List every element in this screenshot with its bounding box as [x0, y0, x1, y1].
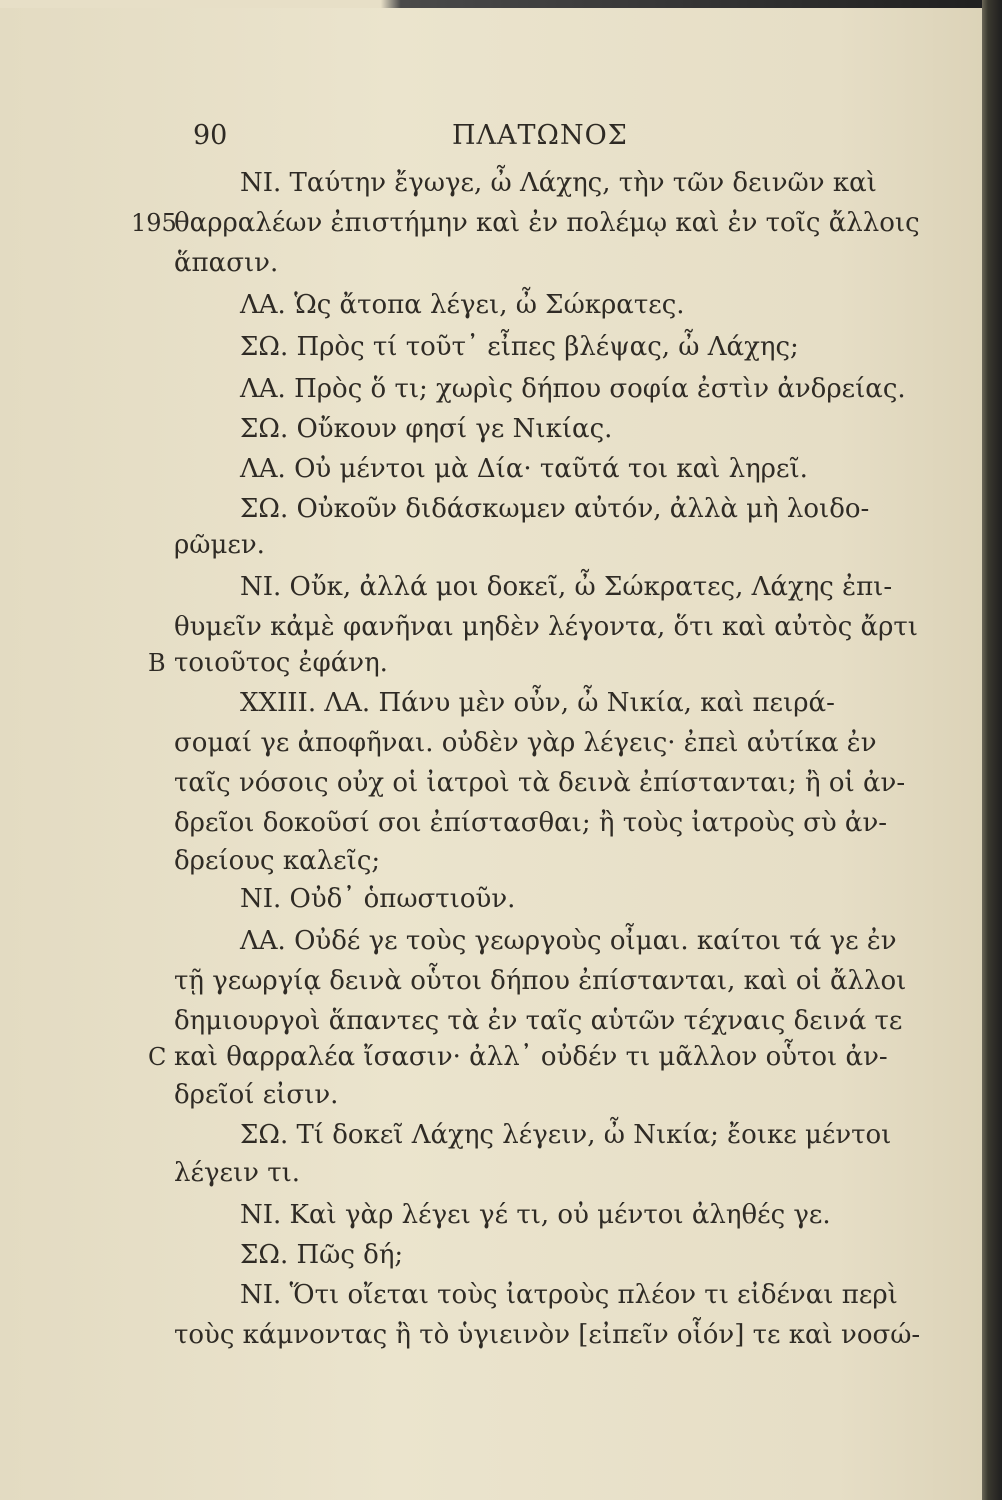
page-top-edge: [0, 0, 1002, 8]
text-line: XXIII. ΛΑ. Πάνυ μὲν οὖν, ὦ Νικία, καὶ πειρά-: [240, 688, 835, 718]
text-line: τοιοῦτος ἐφάνη.: [174, 648, 388, 678]
text-line: ΛΑ. Πρὸς ὅ τι; χωρὶς δήπου σοφία ἐστὶν ἀνδρείας.: [240, 374, 906, 404]
margin-ref-c: C: [148, 1043, 167, 1071]
text-line: ΣΩ. Πῶς δή;: [240, 1240, 404, 1270]
text-line: ΣΩ. Οὐκοῦν διδάσκωμεν αὐτόν, ἀλλὰ μὴ λοιδο-: [240, 494, 870, 524]
text-line: λέγειν τι.: [174, 1158, 301, 1188]
text-line: ρῶμεν.: [174, 530, 265, 560]
running-title: ΠΛΑΤΩΝΟΣ: [452, 120, 628, 151]
text-line: δρείους καλεῖς;: [174, 846, 381, 876]
text-line: καὶ θαρραλέα ἴσασιν· ἀλλ᾽ οὐδέν τι μᾶλλον οὗτοι ἀν-: [174, 1042, 888, 1072]
text-line: ΛΑ. Ὡς ἄτοπα λέγει, ὦ Σώκρατες.: [240, 290, 685, 320]
text-line: ταῖς νόσοις οὐχ οἱ ἰατροὶ τὰ δεινὰ ἐπίστανται; ἢ οἱ ἀν-: [174, 768, 906, 798]
text-line: δημιουργοὶ ἅπαντες τὰ ἐν ταῖς αὑτῶν τέχναις δεινά τε: [174, 1006, 903, 1036]
text-line: ΝΙ. Οὔκ, ἀλλά μοι δοκεῖ, ὦ Σώκρατες, Λάχης ἐπι-: [240, 572, 893, 602]
text-line: ΣΩ. Οὔκουν φησί γε Νικίας.: [240, 414, 613, 444]
text-line: ΝΙ. Ὅτι οἴεται τοὺς ἰατροὺς πλέον τι εἰδέναι περὶ: [240, 1280, 898, 1310]
text-line: ΝΙ. Καὶ γὰρ λέγει γέ τι, οὐ μέντοι ἀληθές γε.: [240, 1200, 831, 1230]
margin-ref-b: B: [148, 649, 166, 677]
text-line: ΛΑ. Οὐ μέντοι μὰ Δία· ταῦτά τοι καὶ ληρεῖ.: [240, 454, 808, 484]
text-line: δρεῖοι δοκοῦσί σοι ἐπίστασθαι; ἢ τοὺς ἰατροὺς σὺ ἀν-: [174, 808, 888, 838]
text-line: ΣΩ. Τί δοκεῖ Λάχης λέγειν, ὦ Νικία; ἔοικε μέντοι: [240, 1120, 892, 1150]
text-line: θυμεῖν κἀμὲ φανῆναι μηδὲν λέγοντα, ὅτι καὶ αὐτὸς ἄρτι: [174, 612, 918, 642]
text-line: ΝΙ. Οὐδ᾽ ὁπωστιοῦν.: [240, 884, 516, 914]
text-line: ΝΙ. Ταύτην ἔγωγε, ὦ Λάχης, τὴν τῶν δεινῶν καὶ: [240, 168, 877, 198]
margin-ref-195: 195: [131, 209, 177, 237]
text-line: ΣΩ. Πρὸς τί τοῦτ᾽ εἶπες βλέψας, ὦ Λάχης;: [240, 332, 799, 362]
book-spine-edge: [982, 0, 1002, 1500]
text-line: σομαί γε ἀποφῆναι. οὐδὲν γὰρ λέγεις· ἐπεὶ αὐτίκα ἐν: [174, 728, 877, 758]
page-number: 90: [193, 120, 228, 151]
text-line: δρεῖοί εἰσιν.: [174, 1080, 339, 1110]
text-line: ΛΑ. Οὐδέ γε τοὺς γεωργοὺς οἶμαι. καίτοι τά γε ἐν: [240, 926, 897, 956]
text-line: θαρραλέων ἐπιστήμην καὶ ἐν πολέμῳ καὶ ἐν τοῖς ἄλλοις: [174, 208, 920, 238]
page-header: [0, 120, 982, 160]
text-line: ἅπασιν.: [174, 248, 279, 278]
text-line: τῇ γεωργίᾳ δεινὰ οὗτοι δήπου ἐπίστανται, καὶ οἱ ἄλλοι: [174, 966, 907, 996]
text-line: τοὺς κάμνοντας ἢ τὸ ὑγιεινὸν [εἰπεῖν οἷόν] τε καὶ νοσώ-: [174, 1320, 921, 1350]
